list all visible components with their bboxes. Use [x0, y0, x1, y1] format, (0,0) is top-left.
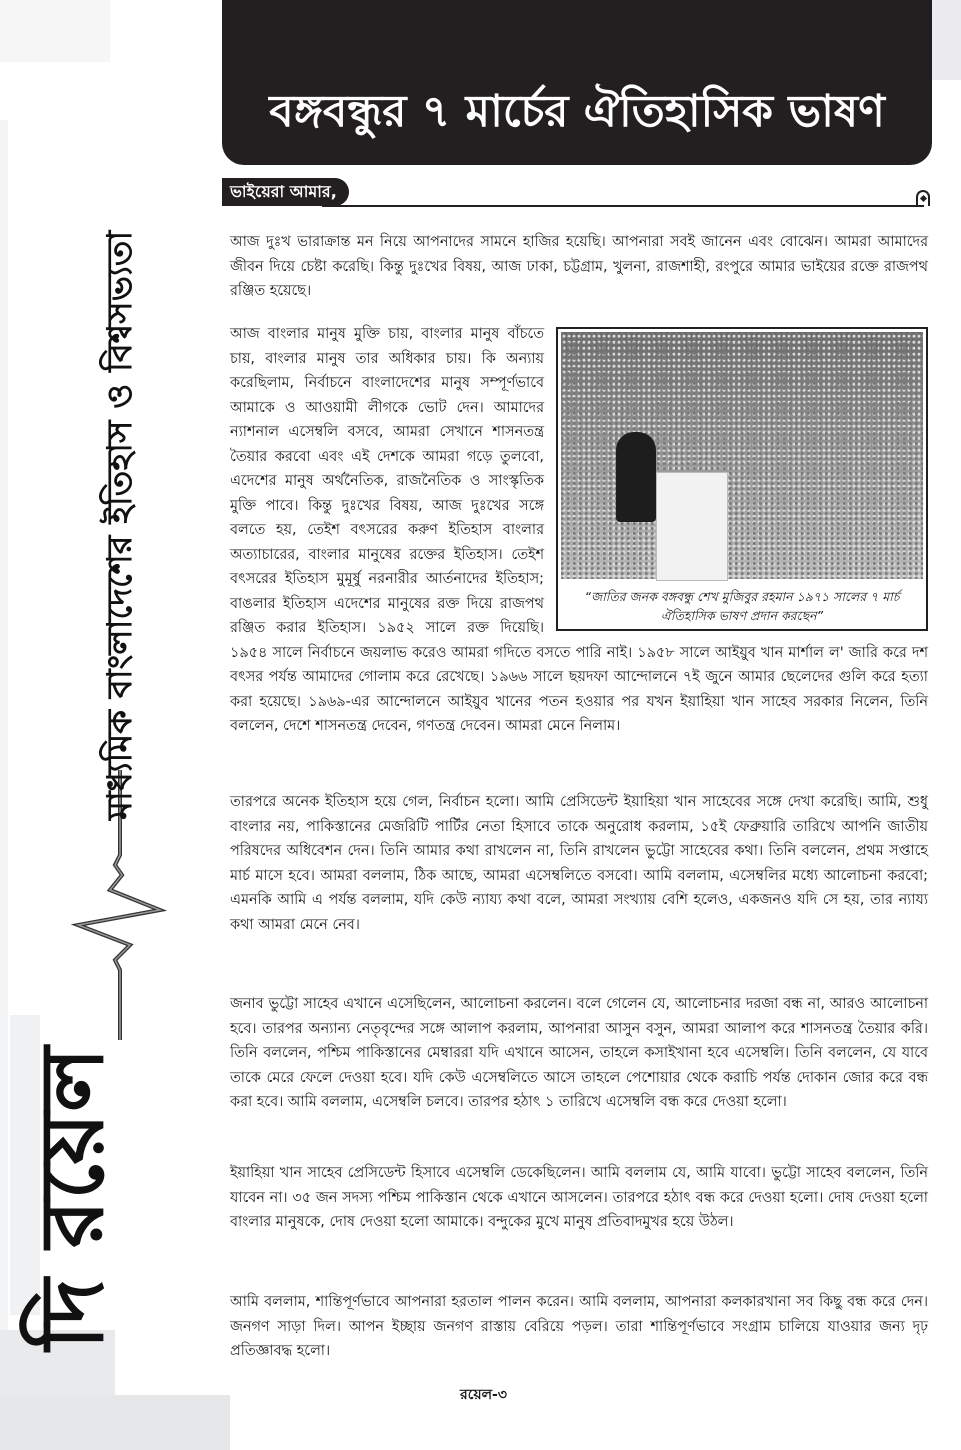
photo-figure	[556, 327, 928, 631]
speech-photo	[561, 332, 923, 579]
speaker-figure	[616, 432, 656, 522]
paragraph-3: তারপরে অনেক ইতিহাস হয়ে গেল, নির্বাচন হলো। আমি প্রেসিডেন্ট ইয়াহিয়া খান সাহেবের সঙ্গে দেখা করেছি। আমি, শুধু বাংলার নয়, পাকিস্তানের মেজরিটি পার্টির নেতা হিসাবে তাকে অনুরোধ করলাম, ১৫ই ফেব্রুয়ারি তারিখে আপনি জাতীয় পরিষদের অধিবেশন দেন। তিনি আমার কথা রাখলেন না, তিনি রাখলেন ভুট্টো সাহেবের কথা। তিনি বললেন, প্রথম সপ্তাহে মার্চ মাসে হবে। আমরা বললাম, ঠিক আছে, আমরা এসেম্বলিতে বসবো। আমি বললাম, এসেম্বলির মধ্যে আলোচনা করবো; এমনকি আমি এ পর্যন্ত বললাম, যদি কেউ ন্যায্য কথা বলে, আমরা সংখ্যায় বেশি হলেও, একজনও যদি সে হয়, তার ন্যায্য কথা আমরা মেনে নেব।	[230, 794, 928, 933]
salutation-label: ভাইয়েরা আমার,	[222, 178, 349, 206]
page-title: বঙ্গবন্ধুর ৭ মার্চের ঐতিহাসিক ভাষণ	[269, 86, 885, 137]
paragraph-1: আজ দুঃখ ভারাক্রান্ত মন নিয়ে আপনাদের সামনে হাজির হয়েছি। আপনারা সবই জানেন এবং বোঝেন। আমরা আমাদের জীবন দিয়ে চেষ্টা করেছি। কিন্তু দুঃখের বিষয়, আজ ঢাকা, চট্টগ্রাম, খুলনা, রাজশাহী, রংপুরে আমার ভাইয়ের রক্তে রাজপথ রঞ্জিত হয়েছে।	[230, 234, 928, 299]
paragraph-4: জনাব ভুট্টো সাহেব এখানে এসেছিলেন, আলোচনা করলেন। বলে গেলেন যে, আলোচনার দরজা বন্ধ না, আরও আলোচনা হবে। তারপর অন্যান্য নেতৃবৃন্দের সঙ্গে আলাপ করলাম, আপনারা আসুন বসুন, আমরা আলাপ করে শাসনতন্ত্র তৈয়ার করি। তিনি বললেন, পশ্চিম পাকিস্তানের মেম্বাররা যদি এখানে আসেন, তাহলে কসাইখানা হবে এসেম্বলি। তিনি বললেন, যে যাবে তাকে মেরে ফেলে দেওয়া হবে। যদি কেউ এসেম্বলিতে আসে তাহলে পেশোয়ার থেকে করাচি পর্যন্ত দোকান জোর করে বন্ধ করা হবে। আমি বললাম, এসেম্বলি চলবে। তারপর হঠাৎ ১ তারিখে এসেম্বলি বন্ধ করে দেওয়া হলো।	[230, 996, 928, 1110]
paragraph-5: ইয়াহিয়া খান সাহেব প্রেসিডেন্ট হিসাবে এসেম্বলি ডেকেছিলেন। আমি বললাম যে, আমি যাবো। ভুট্টো সাহেব বললেন, তিনি যাবেন না। ৩৫ জন সদস্য পশ্চিম পাকিস্তান থেকে এখানে আসলেন। তারপরে হঠাৎ বন্ধ করে দেওয়া হলো। দোষ দেওয়া হলো বাংলার মানুষকে, দোষ দেওয়া হলো আমাকে। বন্দুকের মুখে মানুষ প্রতিবাদমুখর হয়ে উঠল।	[230, 1165, 928, 1230]
paragraph-6: আমি বললাম, শান্তিপূর্ণভাবে আপনারা হরতাল পালন করেন। আমি বললাম, আপনারা কলকারখানা সব কিছু বন্ধ করে দেন। জনগণ সাড়া দিল। আপন ইচ্ছায় জনগণ রাস্তায় বেরিয়ে পড়ল। তারা শান্তিপূর্ণভাবে সংগ্রাম চালিয়ে যাওয়ার জন্য দৃঢ় প্রতিজ্ঞাবদ্ধ হলো।	[230, 1294, 928, 1359]
brand-title: দি রয়েল	[20, 1046, 123, 1350]
title-banner	[222, 0, 932, 165]
background-shape	[931, 0, 961, 80]
salutation-row	[222, 178, 930, 208]
photo-caption: “জাতির জনক বঙ্গবন্ধু শেখ মুজিবুর রহমান ১৯৭১ সালের ৭ মার্চ ঐতিহাসিক ভাষণ প্রদান করছেন”	[584, 589, 900, 623]
paragraph-2: আজ বাংলার মানুষ মুক্তি চায়, বাংলার মানুষ বাঁচতে চায়, বাংলার মানুষ তার অধিকার চায়। কি অন্যায় করেছিলাম, নির্বাচনে বাংলাদেশের মানুষ সম্পূর্ণভাবে আমাকে ও আওয়ামী লীগকে ভোট দেন। আমাদের ন্যাশনাল এসেম্বলি বসবে, আমরা সেখানে শাসনতন্ত্র তৈয়ার করবো এবং এই দেশকে আমরা গড়ে তুলবো, এদেশের মানুষ অর্থনৈতিক, রাজনৈতিক ও সাংস্কৃতিক মুক্তি পাবে। কিন্তু দুঃখের বিষয়, আজ দুঃখের সঙ্গে বলতে হয়, তেইশ বৎসরের করুণ ইতিহাস বাংলার অত্যাচারের, বাংলার মানুষের রক্তের ইতিহাস। তেইশ বৎসরের ইতিহাস মুমূর্ষু নরনারীর আর্তনাদের ইতিহাস; বাঙলার ইতিহাস এদেশের মানুষের রক্ত দিয়ে রাজপথ রঞ্জিত করার ইতিহাস। ১৯৫২ সালে রক্ত দিয়েছি। ১৯৫৪ সালে নির্বাচনে জয়লাভ করেও আমরা গদিতে বসতে পারি নাই। ১৯৫৮ সালে আইয়ুব খান মার্শাল ল' জারি করে দশ বৎসর পর্যন্ত আমাদের গোলাম করে রেখেছে। ১৯৬৬ সালে ছয়দফা আন্দোলনে ৭ই জুনে আমার ছেলেদের গুলি করে হত্যা করা হয়েছে। ১৯৬৯-এর আন্দোলনে আইয়ুব খানের পতন হওয়ার পর যখন ইয়াহিয়া খান সাহেব সরকার নিলেন, তিনি বললেন, দেশে শাসনতন্ত্র দেবেন, গণতন্ত্র দেবেন। আমরা মেনে নিলাম।	[230, 326, 928, 734]
page-number: রয়েল-৩	[460, 1387, 507, 1403]
paragraph-2-block	[230, 322, 928, 739]
diamond-marker-icon	[916, 190, 930, 206]
divider-line	[322, 205, 924, 207]
podium-figure	[656, 472, 728, 581]
sidebar-branding	[0, 0, 210, 1450]
brand-subtitle: মাধ্যমিক বাংলাদেশের ইতিহাস ও বিশ্বসভ্যতা	[100, 230, 140, 820]
